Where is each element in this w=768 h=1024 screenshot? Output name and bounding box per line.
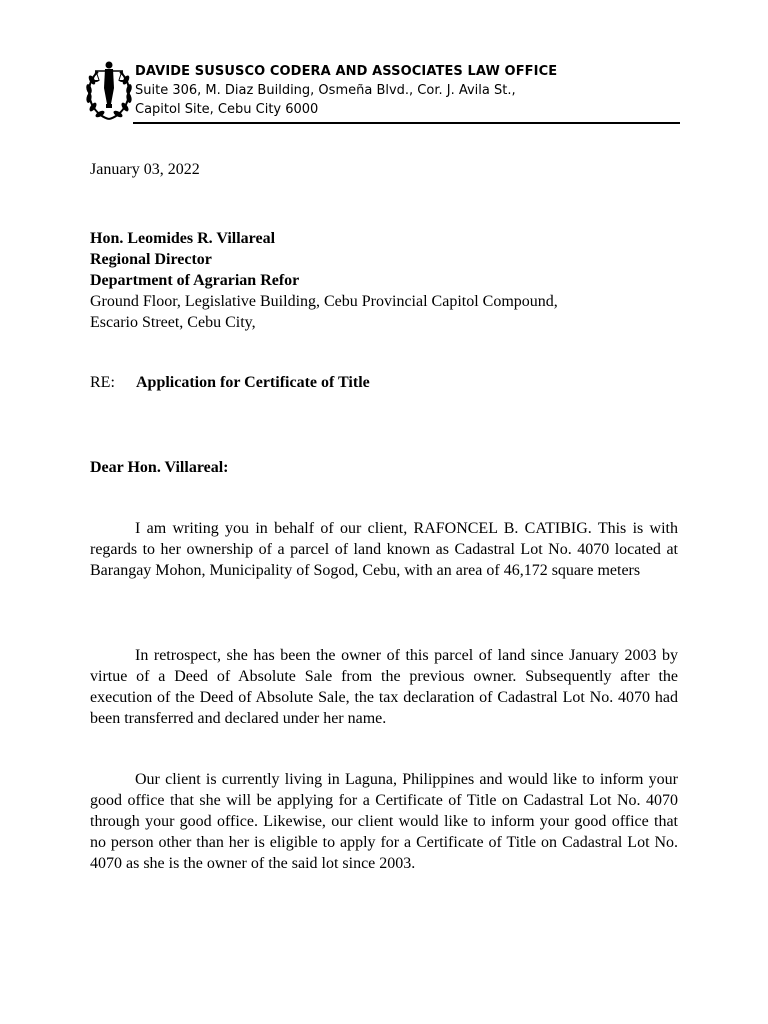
letterhead-divider [133,122,680,124]
body-paragraph-1: I am writing you in behalf of our client, RAFONCEL B. CATIBIG. This is with regards to her ownership of a parcel of land known as Cadastral Lot No. 4070 located at Barangay Mohon, Municipality of Sogod, Cebu, with an area of 46,172 square meters [90,520,678,579]
body-paragraph-2: In retrospect, she has been the owner of this parcel of land since January 2003 by virtue of a Deed of Absolute Sale from the previous owner. Subsequently after the execution of the Deed of Absolute Sale, the tax declaration of Cadastral Lot No. 4070 had been transferred and declared under her name. [90,647,678,727]
firm-name: DAVIDE SUSUSCO CODERA AND ASSOCIATES LAW OFFICE [135,64,558,79]
recipient-address-line-2: Escario Street, Cebu City, [90,314,256,331]
scales-of-justice-logo-icon [84,58,134,122]
body-paragraph-3: Our client is currently living in Laguna, Philippines and would like to inform your good office that she will be applying for a Certificate of Title on Cadastral Lot No. 4070 through your good office. Likewise, our client would like to inform your good office that no person other than her is eligible to apply for a Certificate of Title on Cadastral Lot No. 4070 as she is the owner of the said lot since 2003. [90,771,678,872]
salutation: Dear Hon. Villareal: [90,459,229,476]
letter-date: January 03, 2022 [90,161,200,178]
reference-line [90,374,370,392]
recipient-department: Department of Agrarian Refor [90,272,300,289]
recipient-name: Hon. Leomides R. Villareal [90,230,276,247]
recipient-block [90,228,558,333]
letterhead [84,58,680,124]
recipient-address-line-1: Ground Floor, Legislative Building, Cebu Provincial Capitol Compound, [90,293,558,310]
reference-subject: Application for Certificate of Title [136,374,370,391]
reference-label: RE: [90,374,115,391]
recipient-title: Regional Director [90,251,212,268]
firm-address-line-1: Suite 306, M. Diaz Building, Osmeña Blvd., Cor. J. Avila St., [135,83,516,98]
firm-address-line-2: Capitol Site, Cebu City 6000 [135,102,319,117]
